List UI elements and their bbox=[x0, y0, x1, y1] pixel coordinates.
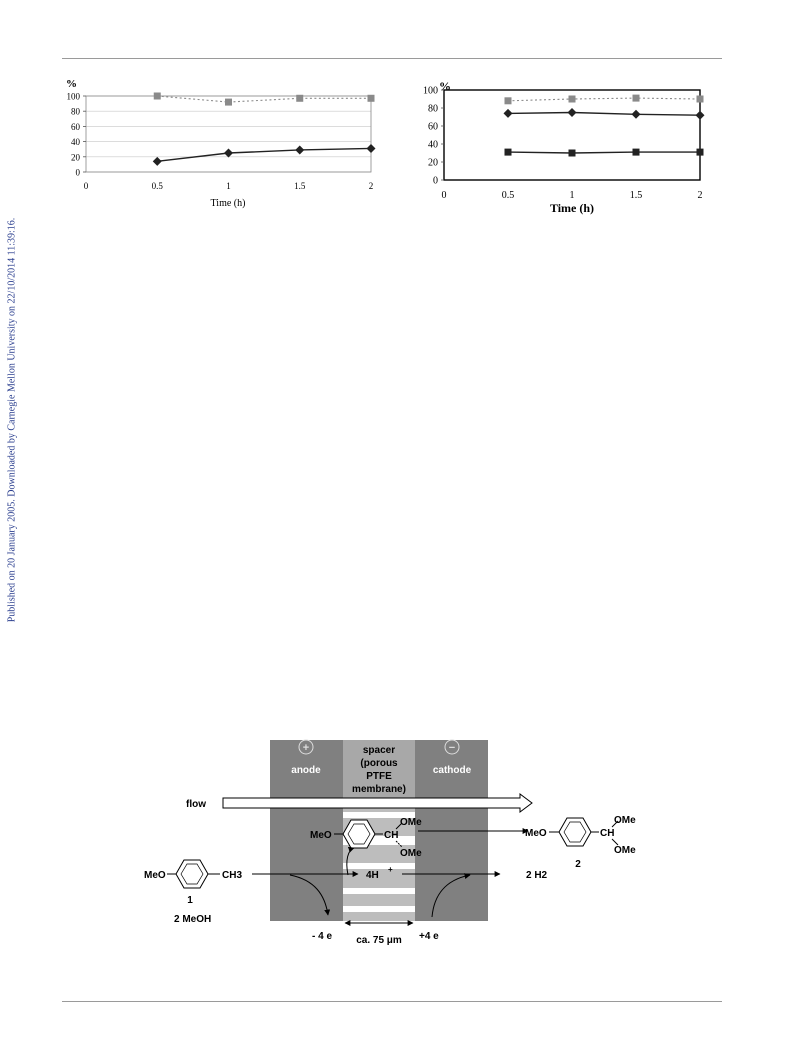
y-tick-label: 60 bbox=[428, 121, 438, 133]
x-tick-label: 0 bbox=[441, 190, 447, 201]
publication-sidebar bbox=[0, 0, 24, 1040]
series-line-1 bbox=[157, 148, 371, 161]
reactant-meo: MeO bbox=[144, 870, 166, 881]
data-point-square bbox=[505, 149, 512, 156]
x-tick-label: 0.5 bbox=[501, 190, 515, 201]
chart-left-yticks bbox=[67, 92, 87, 178]
data-point-square bbox=[633, 95, 640, 102]
y-tick-label: 20 bbox=[71, 152, 80, 163]
cathode-electrons: +4 e bbox=[419, 931, 439, 942]
x-tick-label: 1.5 bbox=[294, 181, 306, 191]
data-point-square bbox=[154, 93, 161, 100]
cathode-label: cathode bbox=[432, 765, 472, 776]
data-point-diamond bbox=[696, 111, 705, 120]
x-tick-label: 1 bbox=[226, 181, 231, 191]
y-tick-label: 0 bbox=[75, 167, 80, 178]
x-tick-label: 0.5 bbox=[151, 181, 163, 191]
compound-1-number: 1 bbox=[187, 895, 193, 906]
y-tick-label: 60 bbox=[71, 121, 80, 132]
data-point-square bbox=[697, 149, 704, 156]
intermediate-ome-bottom: OMe bbox=[400, 848, 422, 859]
chart-left-ylabel: % bbox=[66, 78, 77, 90]
series-line-0 bbox=[508, 98, 700, 101]
two-meoh: 2 MeOH bbox=[174, 914, 212, 925]
hydrogen-product: 2 H2 bbox=[526, 870, 548, 881]
data-point-diamond bbox=[295, 145, 304, 154]
sidebar-note: Published on 20 January 2005. Downloaded by Carnegie Mellon University on 22/10/2014 11:39:16. bbox=[6, 217, 18, 623]
gap-label: ca. 75 μm bbox=[356, 935, 402, 946]
chart-right-plot-frame bbox=[444, 90, 700, 180]
chart-right-xlabel: Time (h) bbox=[549, 201, 595, 215]
y-tick-label: 100 bbox=[66, 91, 80, 102]
y-tick-label: 80 bbox=[71, 106, 80, 117]
top-rule bbox=[62, 58, 722, 59]
chart-left-plot-frame bbox=[86, 96, 371, 172]
bottom-rule bbox=[62, 1001, 722, 1002]
x-tick-label: 2 bbox=[697, 190, 703, 201]
series-line-0 bbox=[157, 96, 371, 102]
proton-charge: + bbox=[388, 865, 393, 874]
product-ome-bottom: OMe bbox=[614, 845, 636, 856]
product-ome-top: OMe bbox=[614, 815, 636, 826]
y-tick-label: 20 bbox=[428, 157, 438, 169]
series-line-2 bbox=[508, 152, 700, 153]
chart-right-series bbox=[504, 95, 705, 157]
anode-plus: + bbox=[302, 742, 310, 754]
x-tick-label: 1 bbox=[569, 190, 575, 201]
chart-right-ylabel: % bbox=[439, 79, 451, 93]
data-point-diamond bbox=[224, 149, 233, 158]
flow-cell-scheme bbox=[140, 735, 660, 960]
intermediate-meo: MeO bbox=[310, 830, 332, 841]
chart-right-xticks bbox=[442, 190, 703, 201]
anode-label: anode bbox=[291, 765, 321, 776]
chart-right-yticks bbox=[423, 86, 444, 187]
data-point-diamond bbox=[568, 108, 577, 117]
cathode-minus: − bbox=[448, 742, 456, 754]
intermediate-ch: CH bbox=[384, 830, 399, 841]
y-tick-label: 80 bbox=[428, 103, 438, 115]
chart-left-gridlines bbox=[86, 96, 371, 172]
product-meo: MeO bbox=[525, 828, 547, 839]
compound-2-number: 2 bbox=[575, 859, 581, 870]
product-ch: CH bbox=[600, 828, 615, 839]
spacer-line-4: membrane) bbox=[352, 784, 406, 795]
chart-left-xticks bbox=[84, 181, 374, 191]
four-protons: 4H bbox=[366, 870, 379, 881]
chart-left-series bbox=[153, 93, 376, 166]
chart-left bbox=[60, 74, 400, 214]
series-line-1 bbox=[508, 113, 700, 116]
y-tick-label: 40 bbox=[71, 137, 80, 148]
flow-label: flow bbox=[186, 799, 206, 810]
chart-right bbox=[415, 78, 715, 218]
reactant-ch3: CH3 bbox=[222, 870, 243, 881]
spacer-line-1: spacer bbox=[362, 745, 396, 756]
data-point-square bbox=[225, 99, 232, 106]
data-point-square bbox=[633, 149, 640, 156]
data-point-diamond bbox=[504, 109, 513, 118]
spacer-line-2: (porous bbox=[360, 758, 398, 769]
x-tick-label: 1.5 bbox=[629, 190, 643, 201]
y-tick-label: 40 bbox=[428, 139, 438, 151]
chart-left-xlabel: Time (h) bbox=[210, 198, 246, 209]
y-tick-label: 100 bbox=[423, 85, 438, 97]
data-point-square bbox=[569, 96, 576, 103]
x-tick-label: 0 bbox=[83, 181, 89, 191]
x-tick-label: 2 bbox=[368, 181, 374, 191]
data-point-square bbox=[505, 97, 512, 104]
data-point-diamond bbox=[153, 157, 162, 166]
data-point-square bbox=[368, 95, 375, 102]
data-point-diamond bbox=[632, 110, 641, 119]
data-point-square bbox=[569, 150, 576, 157]
data-point-diamond bbox=[367, 144, 376, 153]
spacer-line-3: PTFE bbox=[366, 771, 392, 782]
data-point-square bbox=[697, 96, 704, 103]
y-tick-label: 0 bbox=[433, 175, 438, 187]
data-point-square bbox=[296, 95, 303, 102]
intermediate-ome-top: OMe bbox=[400, 817, 422, 828]
anode-electrons: - 4 e bbox=[312, 931, 333, 942]
